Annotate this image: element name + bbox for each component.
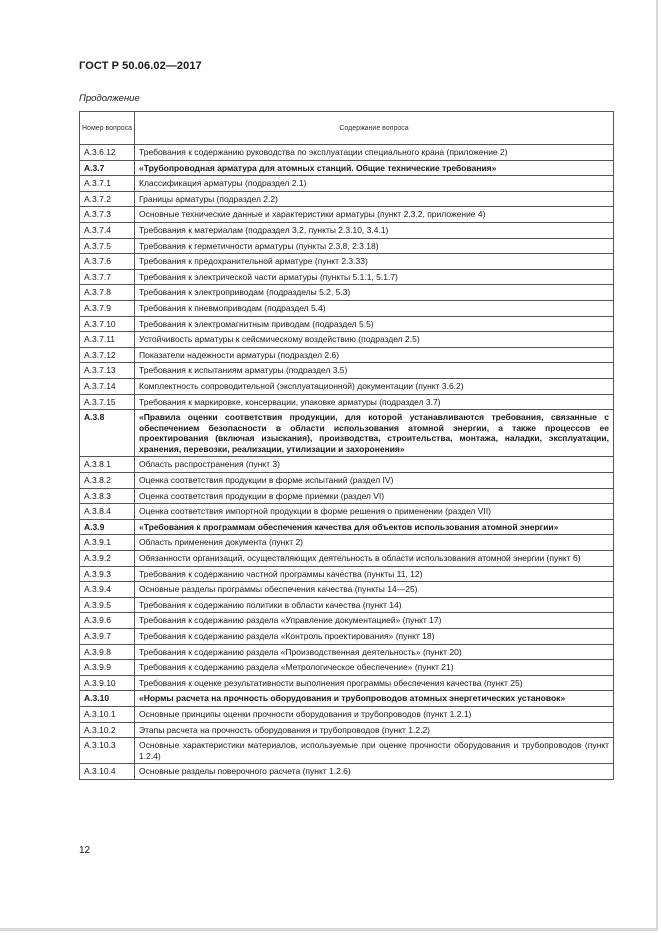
question-content: Требования к герметичности арматуры (пункты 2.3.8, 2.3.18) <box>135 238 614 254</box>
table-row <box>80 191 614 207</box>
question-content: Требования к маркировке, консервации, упаковке арматуры (подраздел 3.7) <box>135 394 614 410</box>
question-content: Классификация арматуры (подраздел 2.1) <box>135 176 614 192</box>
question-number: А.3.7.1 <box>80 176 135 192</box>
table-row <box>80 535 614 551</box>
question-number: А.3.10.3 <box>80 738 135 764</box>
question-content: Требования к содержанию руководства по эксплуатации специального крана (приложение 2) <box>135 145 614 161</box>
question-content: Устойчивость арматуры к сейсмическому воздействию (подраздел 2.5) <box>135 332 614 348</box>
question-number: А.3.10.1 <box>80 706 135 722</box>
continuation-label: Продолжение <box>79 93 140 104</box>
table-row <box>80 706 614 722</box>
question-number: А.3.7.10 <box>80 316 135 332</box>
question-number: А.3.8 <box>80 410 135 457</box>
question-number: А.3.7.7 <box>80 269 135 285</box>
question-number: А.3.10.4 <box>80 764 135 780</box>
table-row <box>80 566 614 582</box>
question-number: А.3.8.4 <box>80 504 135 520</box>
question-content: Требования к электрической части арматуры (пункты 5.1.1, 5.1.7) <box>135 269 614 285</box>
page-number: 12 <box>79 845 91 856</box>
table-row <box>80 222 614 238</box>
question-number: А.3.7.2 <box>80 191 135 207</box>
table-row <box>80 473 614 489</box>
question-number: А.3.8.1 <box>80 457 135 473</box>
table-row <box>80 269 614 285</box>
question-number: А.3.9.4 <box>80 582 135 598</box>
question-number: А.3.7.5 <box>80 238 135 254</box>
question-content: Требования к содержанию раздела «Управление документацией» (пункт 17) <box>135 613 614 629</box>
question-number: А.3.7.8 <box>80 285 135 301</box>
table-row <box>80 160 614 176</box>
table-row <box>80 675 614 691</box>
table-row <box>80 254 614 270</box>
question-content: Основные принципы оценки прочности оборудования и трубопроводов (пункт 1.2.1) <box>135 706 614 722</box>
question-number: А.3.7.6 <box>80 254 135 270</box>
question-content: Требования к оценке результативности выполнения программы обеспечения качества (пункт 25) <box>135 675 614 691</box>
table-row <box>80 764 614 780</box>
document-code: ГОСТ Р 50.06.02—2017 <box>79 60 202 72</box>
question-content: Оценка соответствия продукции в форме приемки (раздел VI) <box>135 488 614 504</box>
table-row <box>80 285 614 301</box>
question-number: А.3.7.12 <box>80 347 135 363</box>
question-content: Требования к содержанию частной программы качества (пункты 11, 12) <box>135 566 614 582</box>
question-number: А.3.9.7 <box>80 629 135 645</box>
question-content: Комплектность сопроводительной (эксплуатационной) документации (пункт 3.6.2) <box>135 378 614 394</box>
table-row <box>80 410 614 457</box>
table-row <box>80 457 614 473</box>
question-number: А.3.9.3 <box>80 566 135 582</box>
question-content: Этапы расчета на прочность оборудования и трубопроводов (пункт 1.2.2) <box>135 722 614 738</box>
table-row <box>80 613 614 629</box>
question-number: А.3.6.12 <box>80 145 135 161</box>
question-content: Оценка соответствия продукции в форме испытаний (раздел IV) <box>135 473 614 489</box>
question-content: Требования к содержанию раздела «Контроль проектирования» (пункт 18) <box>135 629 614 645</box>
table-row <box>80 394 614 410</box>
header-question-number: Номер вопроса <box>80 112 135 145</box>
question-number: А.3.7.3 <box>80 207 135 223</box>
question-content: Показатели надежности арматуры (подраздел 2.6) <box>135 347 614 363</box>
question-content: Область распространения (пункт 3) <box>135 457 614 473</box>
question-number: А.3.7.14 <box>80 378 135 394</box>
table-row <box>80 145 614 161</box>
question-content: Границы арматуры (подраздел 2.2) <box>135 191 614 207</box>
question-content: Область применения документа (пункт 2) <box>135 535 614 551</box>
question-content: «Трубопроводная арматура для атомных станций. Общие технические требования» <box>135 160 614 176</box>
table-row <box>80 300 614 316</box>
question-number: А.3.8.2 <box>80 473 135 489</box>
table-row <box>80 644 614 660</box>
questions-table <box>79 111 614 780</box>
question-number: А.3.9.9 <box>80 660 135 676</box>
question-number: А.3.8.3 <box>80 488 135 504</box>
table-row <box>80 660 614 676</box>
question-content: Обязанности организаций, осуществляющих деятельность в области использования атомной энергии (пункт 6) <box>135 551 614 567</box>
question-content: «Требования к программам обеспечения качества для объектов использования атомной энергии» <box>135 519 614 535</box>
table-row <box>80 363 614 379</box>
question-number: А.3.9.8 <box>80 644 135 660</box>
question-number: А.3.9.1 <box>80 535 135 551</box>
question-content: Основные технические данные и характеристики арматуры (пункт 2.3.2, приложение 4) <box>135 207 614 223</box>
table-row <box>80 238 614 254</box>
question-content: Основные характеристики материалов, используемые при оценке прочности оборудования и трубопроводов (пункт 1.2.4) <box>135 738 614 764</box>
question-content: Требования к электроприводам (подразделы 5.2, 5.3) <box>135 285 614 301</box>
question-number: А.3.7.15 <box>80 394 135 410</box>
table-row <box>80 597 614 613</box>
table-row <box>80 347 614 363</box>
table-body <box>80 145 614 780</box>
table-row <box>80 738 614 764</box>
question-number: А.3.9.10 <box>80 675 135 691</box>
table-row <box>80 582 614 598</box>
question-content: Основные разделы поверочного расчета (пункт 1.2.6) <box>135 764 614 780</box>
table-row <box>80 691 614 707</box>
question-number: А.3.7.11 <box>80 332 135 348</box>
question-number: А.3.9.6 <box>80 613 135 629</box>
table-row <box>80 629 614 645</box>
question-number: А.3.7.4 <box>80 222 135 238</box>
question-content: Основные разделы программы обеспечения качества (пункты 14—25) <box>135 582 614 598</box>
table-row <box>80 332 614 348</box>
question-number: А.3.9.5 <box>80 597 135 613</box>
question-content: Требования к содержанию политики в области качества (пункт 14) <box>135 597 614 613</box>
table-row <box>80 176 614 192</box>
header-question-content: Содержание вопроса <box>135 112 614 145</box>
question-number: А.3.7 <box>80 160 135 176</box>
table-row <box>80 316 614 332</box>
question-number: А.3.9.2 <box>80 551 135 567</box>
question-content: Требования к предохранительной арматуре (пункт 2.3.33) <box>135 254 614 270</box>
question-number: А.3.9 <box>80 519 135 535</box>
table-header-row <box>80 112 614 145</box>
question-number: А.3.10 <box>80 691 135 707</box>
question-number: А.3.7.13 <box>80 363 135 379</box>
question-content: Требования к электромагнитным приводам (подраздел 5.5) <box>135 316 614 332</box>
table-row <box>80 378 614 394</box>
table-row <box>80 519 614 535</box>
table-row <box>80 722 614 738</box>
table-row <box>80 504 614 520</box>
question-content: Требования к испытаниям арматуры (подраздел 3.5) <box>135 363 614 379</box>
table-row <box>80 551 614 567</box>
question-content: Требования к содержанию раздела «Метрологическое обеспечение» (пункт 21) <box>135 660 614 676</box>
question-content: «Нормы расчета на прочность оборудования и трубопроводов атомных энергетических установок» <box>135 691 614 707</box>
table-row <box>80 207 614 223</box>
table-row <box>80 488 614 504</box>
question-content: Требования к содержанию раздела «Производственная деятельность» (пункт 20) <box>135 644 614 660</box>
question-content: Требования к материалам (подраздел 3.2, пункты 2.3.10, 3.4.1) <box>135 222 614 238</box>
question-content: «Правила оценки соответствия продукции, для которой устанавливаются требования, связанные с обеспечением безопасности в области использования атомной энергии, а также процессов ее проектирования (включая изыскания), производства, строительства, монтажа, наладки, эксплуатации, хранения, перевозки, реализации, утилизации и захоронения» <box>135 410 614 457</box>
question-number: А.3.7.9 <box>80 300 135 316</box>
question-content: Требования к пневмоприводам (подраздел 5.4) <box>135 300 614 316</box>
question-content: Оценка соответствия импортной продукции в форме решения о применении (раздел VII) <box>135 504 614 520</box>
question-number: А.3.10.2 <box>80 722 135 738</box>
